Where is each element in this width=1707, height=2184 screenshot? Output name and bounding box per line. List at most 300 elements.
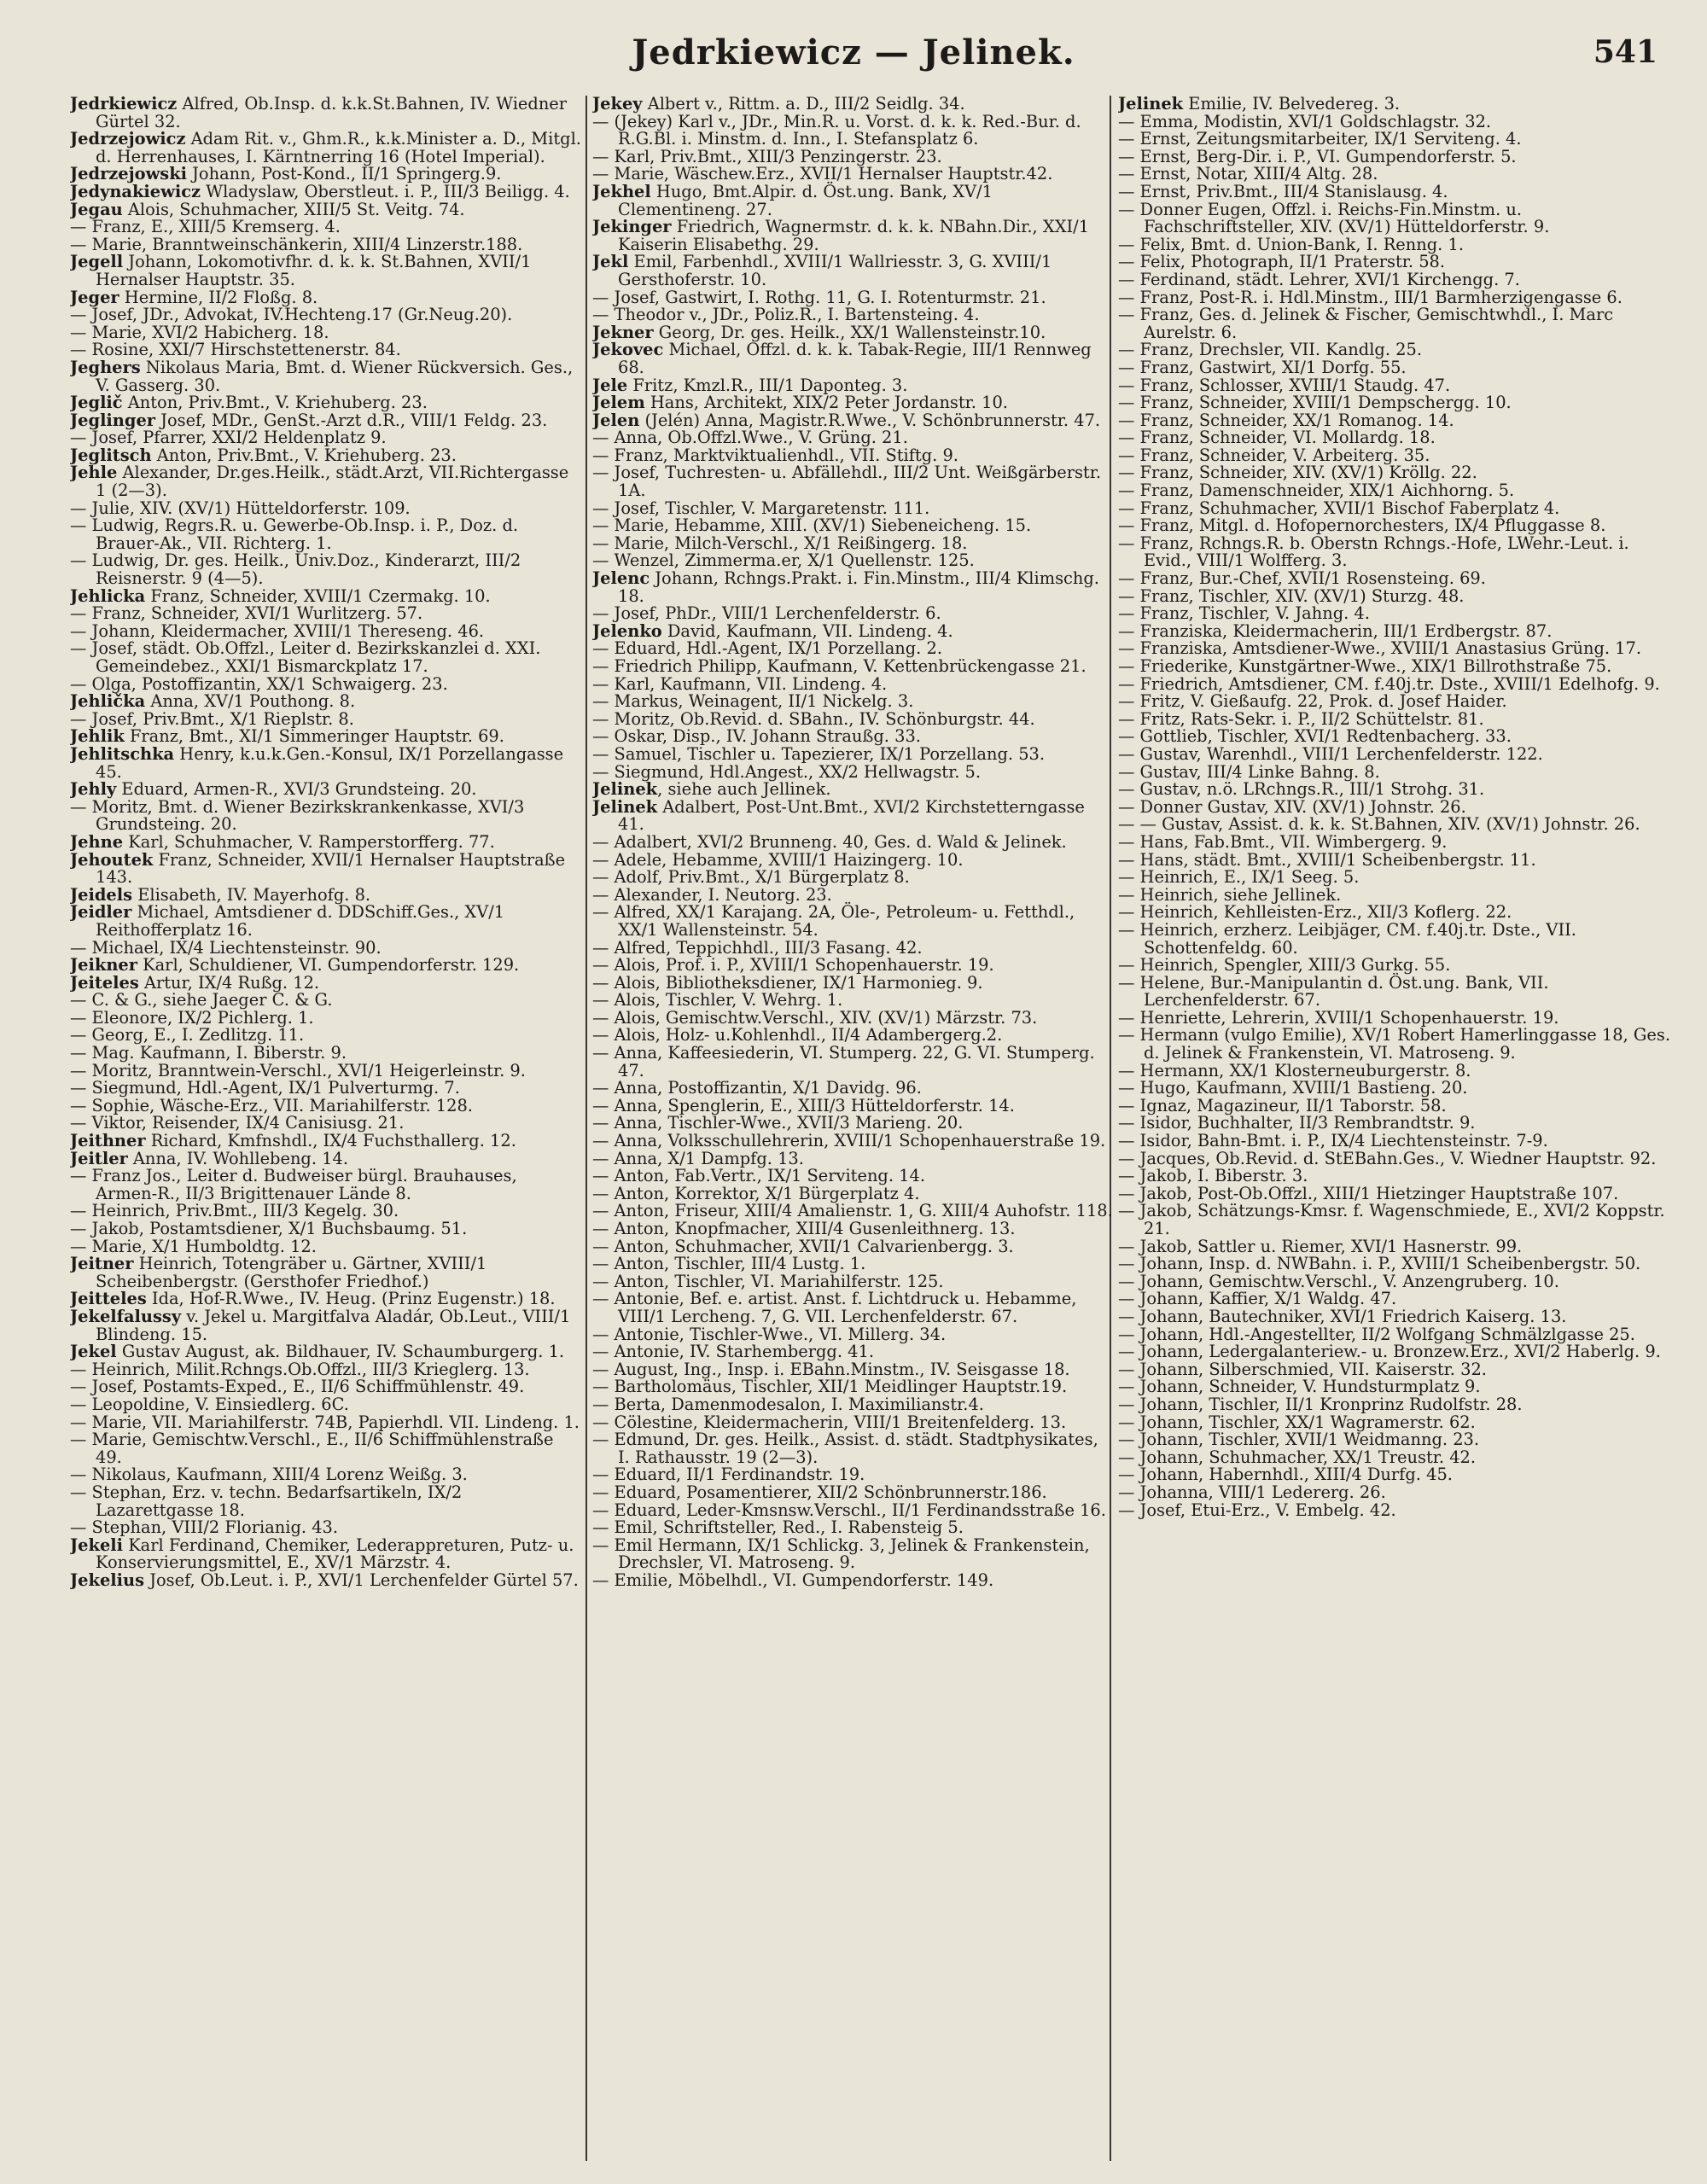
directory-entry xyxy=(592,289,1113,307)
entry-text: — Johann, Kaffier, X/1 Waldg. 47. xyxy=(1118,1289,1397,1309)
entry-text: — Karl, Kaufmann, VII. Lindeng. 4. xyxy=(592,673,888,694)
entry-text: — Ludwig, Dr. ges. Heilk., Univ.Doz., Kinderarzt, III/2 Reisnerstr. 9 (4—5). xyxy=(70,550,521,589)
directory-entry xyxy=(1118,1308,1673,1326)
entry-text: — Johann, Ledergalanteriew.- u. Bronzew.Erz., XVI/2 Haberlg. 9. xyxy=(1118,1342,1661,1362)
entry-text: — Olga, Postoffizantin, XX/1 Schwaigerg. 23. xyxy=(70,673,448,694)
entry-surname: Jekel xyxy=(70,1342,117,1362)
entry-text: — Franz Jos., Leiter d. Budweiser bürgl. Brauhauses, Armen-R., II/3 Brigittenauer Lände 8. xyxy=(70,1166,517,1203)
column-divider xyxy=(586,96,587,2161)
entry-surname: Jedrzejowski xyxy=(70,164,187,184)
entry-text: — Gustav, n.ö. LRchngs.R., III/1 Strohg. 31. xyxy=(1118,779,1485,800)
directory-entry xyxy=(1118,1449,1673,1467)
entry-text: Josef, Ob.Leut. i. P., XVI/1 Lerchenfelder Gürtel 57. xyxy=(144,1570,579,1590)
entry-text: — Ernst, Berg-Dir. i. P., VI. Gumpendorferstr. 5. xyxy=(1118,146,1517,166)
directory-entry xyxy=(1118,869,1673,887)
directory-entry xyxy=(1118,236,1673,254)
entry-text: — Ignaz, Magazineur, II/1 Taborstr. 58. xyxy=(1118,1095,1447,1115)
directory-entry xyxy=(70,1466,582,1484)
directory-entry xyxy=(592,708,1113,729)
entry-surname: Jele xyxy=(592,375,628,395)
directory-entry xyxy=(592,1133,1113,1150)
entry-text: — Alfred, XX/1 Karajang. 2A, Öle-, Petroleum- u. Fetthdl., XX/1 Wallensteinstr. 54. xyxy=(592,902,1075,940)
directory-entry xyxy=(592,96,1113,114)
entry-text: — Ernst, Zeitungsmitarbeiter, IX/1 Serviteng. 4. xyxy=(1118,129,1522,149)
entry-text: — Eduard, Leder-Kmsnsw.Verschl., II/1 Ferdinandsstraße 16. xyxy=(592,1500,1106,1520)
directory-entry xyxy=(1118,131,1673,149)
directory-entry xyxy=(70,904,582,939)
directory-entry xyxy=(70,957,582,975)
directory-entry xyxy=(592,1326,1113,1344)
entry-text: — Alois, Holz- u.Kohlenhdl., II/4 Adambergerg.2. xyxy=(592,1025,1003,1045)
entry-text: Albert v., Rittm. a. D., III/2 Seidlg. 34. xyxy=(642,96,965,114)
entry-text: Nikolaus Maria, Bmt. d. Wiener Rückversich. Ges., V. Gasserg. 30. xyxy=(96,357,574,395)
entry-surname: Jedynakiewicz xyxy=(70,181,201,201)
directory-entry xyxy=(1118,359,1673,377)
entry-surname: Jelinek xyxy=(592,796,658,817)
directory-entry xyxy=(592,620,1113,641)
entry-text: — Anton, Friseur, XIII/4 Amalienstr. 1, G. XIII/4 Auhofstr. 118. xyxy=(592,1201,1113,1221)
directory-entry xyxy=(70,972,582,993)
directory-entry xyxy=(1118,482,1673,500)
directory-entry xyxy=(70,1220,582,1238)
directory-entry xyxy=(1118,306,1673,341)
directory-entry xyxy=(592,500,1113,518)
entry-surname: Jeglitsch xyxy=(70,445,152,465)
entry-text: — Hermann, XX/1 Klosterneuburgerstr. 8. xyxy=(1118,1060,1471,1080)
entry-text: — Friedrich Philipp, Kaufmann, V. Kettenbrückengasse 21. xyxy=(592,656,1087,676)
entry-text: — Oskar, Disp., IV. Johann Straußg. 33. xyxy=(592,726,921,747)
entry-surname: Jelinek xyxy=(1118,96,1184,114)
entry-text: Johann, Rchngs.Prakt. i. Fin.Minstm., III/4 Klimschg. 18. xyxy=(618,568,1099,606)
entry-text: — Josef, JDr., Advokat, IV.Hechteng.17 (Gr.Neug.20). xyxy=(70,305,513,325)
entry-text: — Franz, Schneider, VI. Mollardg. 18. xyxy=(1118,428,1436,448)
entry-surname: Jekner xyxy=(592,322,654,342)
directory-entry xyxy=(70,1519,582,1537)
directory-entry xyxy=(70,1150,582,1168)
column-1 xyxy=(70,96,582,2169)
directory-entry xyxy=(592,640,1113,658)
directory-entry xyxy=(1118,796,1673,817)
directory-entry xyxy=(1118,904,1673,922)
directory-entry xyxy=(1118,535,1673,570)
entry-text: Josef, MDr., GenSt.-Arzt d.R., VIII/1 Feldg. 23. xyxy=(155,410,548,430)
directory-entry xyxy=(592,535,1113,553)
entry-surname: Jegell xyxy=(70,252,124,272)
directory-entry xyxy=(592,992,1113,1010)
directory-entry xyxy=(70,1007,582,1028)
entry-text: — Karl, Priv.Bmt., XIII/3 Penzingerstr. 23. xyxy=(592,146,942,166)
directory-entry xyxy=(70,1045,582,1063)
directory-entry xyxy=(70,394,582,412)
entry-text: — Josef, städt. Ob.Offzl., Leiter d. Bezirkskanzlei d. XXI. Gemeindebez., XXI/1 Bismarckplatz 17. xyxy=(70,638,541,676)
entry-text: — Gottlieb, Tischler, XVI/1 Redtenbacherg. 33. xyxy=(1118,726,1512,747)
directory-entry xyxy=(1118,658,1673,676)
entry-text: — Josef, Priv.Bmt., X/1 Rieplstr. 8. xyxy=(70,708,354,729)
directory-entry xyxy=(592,1168,1113,1185)
directory-entry xyxy=(592,394,1113,412)
entry-text: — Cölestine, Kleidermacherin, VIII/1 Breitenfelderg. 13. xyxy=(592,1412,1067,1432)
entry-text: — Hugo, Kaufmann, XVIII/1 Bastieng. 20. xyxy=(1118,1078,1468,1098)
entry-surname: Jeiteles xyxy=(70,972,139,993)
entry-surname: Jehlicka xyxy=(70,585,146,606)
directory-entry xyxy=(1118,1396,1673,1414)
entry-text: — Franz, Damenschneider, XIX/1 Aichhorng. 5. xyxy=(1118,480,1515,501)
entry-surname: Jekl xyxy=(592,252,629,272)
directory-entry xyxy=(592,1220,1113,1238)
entry-text: Anton, Priv.Bmt., V. Kriehuberg. 23. xyxy=(151,445,457,465)
entry-surname: Jehly xyxy=(70,779,117,800)
entry-text: Michael, Amtsdiener d. DDSchiff.Ges., XV/1 Reithofferplatz 16. xyxy=(96,902,505,940)
entry-text: Elisabeth, IV. Mayerhofg. 8. xyxy=(132,884,371,905)
directory-entry xyxy=(592,341,1113,376)
entry-text: — Franz, Rchngs.R. b. Oberstn Rchngs.-Hofe, LWehr.-Leut. i. Evid., VIII/1 Wolfferg. 3. xyxy=(1118,533,1629,571)
directory-entry xyxy=(1118,1168,1673,1185)
entry-text: — Mag. Kaufmann, I. Biberstr. 9. xyxy=(70,1043,347,1063)
directory-entry xyxy=(70,693,582,711)
directory-entry xyxy=(1118,1185,1673,1203)
entry-text: — Heinrich, Priv.Bmt., III/3 Kegelg. 30. xyxy=(70,1201,399,1221)
directory-entry xyxy=(592,658,1113,676)
entry-text: — Franz, Drechsler, VII. Kandlg. 25. xyxy=(1118,340,1422,360)
entry-surname: Jekelfalussy xyxy=(70,1306,182,1326)
directory-entry xyxy=(70,781,582,799)
entry-surname: Jekhel xyxy=(592,181,651,201)
entry-text: Karl, Schuldiener, VI. Gumpendorferstr. 129. xyxy=(137,955,520,976)
entry-text: — Isidor, Bahn-Bmt. i. P., IX/4 Liechtensteinstr. 7-9. xyxy=(1118,1131,1548,1151)
entry-surname: Jehle xyxy=(70,463,118,483)
directory-entry xyxy=(70,1308,582,1343)
directory-entry xyxy=(70,166,582,183)
directory-entry xyxy=(1118,816,1673,834)
entry-text: — Emilie, Möbelhdl., VI. Gumpendorferstr. 149. xyxy=(592,1570,994,1590)
entry-text: — C. & G., siehe Jaeger C. & G. xyxy=(70,990,333,1010)
directory-entry xyxy=(70,1343,582,1361)
entry-text: — Fritz, V. Gießaufg. 22, Prok. d. Josef Haider. xyxy=(1118,691,1507,712)
entry-text: — Josef, Etui-Erz., V. Embelg. 42. xyxy=(1118,1500,1396,1520)
directory-entry xyxy=(1118,1095,1673,1115)
entry-text: — Adalbert, XVI/2 Brunneng. 40, Ges. d. Wald & Jelinek. xyxy=(592,831,1067,852)
entry-text: — Gustav, III/4 Linke Bahng. 8. xyxy=(1118,761,1380,782)
directory-entry xyxy=(592,1007,1113,1028)
entry-text: — Sophie, Wäsche-Erz., VII. Mariahilferstr. 128. xyxy=(70,1095,473,1115)
directory-entry xyxy=(70,552,582,587)
directory-entry xyxy=(70,324,582,342)
directory-entry xyxy=(70,464,582,499)
directory-entry xyxy=(592,1537,1113,1572)
directory-entry xyxy=(592,1519,1113,1537)
entry-text: — Franz, Schneider, XVI/1 Wurlitzerg. 57. xyxy=(70,603,423,624)
entry-surname: Jedrkiewicz xyxy=(70,96,178,114)
directory-entry xyxy=(592,1095,1113,1115)
entry-surname: Jeithner xyxy=(70,1131,146,1151)
directory-entry xyxy=(1118,377,1673,395)
entry-text: Franz, Schneider, XVII/1 Hernalser Hauptstraße 143. xyxy=(96,849,566,888)
entry-text: — Adolf, Priv.Bmt., X/1 Bürgerplatz 8. xyxy=(592,867,910,888)
entry-text: — Franz, Ges. d. Jelinek & Fischer, Gemischtwhdl., I. Marc Aurelstr. 6. xyxy=(1118,305,1614,342)
directory-entry xyxy=(592,1414,1113,1432)
entry-text: — Franz, Gastwirt, XI/1 Dorfg. 55. xyxy=(1118,357,1407,377)
entry-text: — Ernst, Priv.Bmt., III/4 Stanislausg. 4. xyxy=(1118,181,1448,201)
entry-text: — Josef, Tuchresten- u. Abfällehdl., III/2 Unt. Weißgärberstr. 1A. xyxy=(592,463,1102,501)
entry-text: — Anton, Fab.Vertr., IX/1 Serviteng. 14. xyxy=(592,1166,926,1186)
entry-surname: Jekelius xyxy=(70,1570,145,1590)
directory-entry xyxy=(70,796,582,835)
entry-text: — Josef, Pfarrer, XXI/2 Heldenplatz 9. xyxy=(70,428,387,448)
directory-entry xyxy=(592,218,1113,253)
directory-entry xyxy=(70,937,582,958)
directory-entry xyxy=(70,1572,582,1590)
directory-entry xyxy=(70,605,582,623)
entry-surname: Jehlitschka xyxy=(70,743,175,764)
directory-entry xyxy=(1118,1378,1673,1396)
directory-entry xyxy=(592,1255,1113,1273)
directory-entry xyxy=(70,673,582,694)
entry-surname: Jelen xyxy=(592,410,640,430)
directory-entry xyxy=(592,447,1113,465)
directory-entry xyxy=(1118,673,1673,694)
directory-entry xyxy=(70,306,582,324)
directory-entry xyxy=(70,1378,582,1396)
entry-text: — Marie, Hebamme, XIII. (XV/1) Siebeneicheng. 15. xyxy=(592,515,1032,536)
directory-entry xyxy=(1118,1203,1673,1238)
entry-text: Artur, IX/4 Rußg. 12. xyxy=(138,972,320,993)
entry-text: — Jakob, Post-Ob.Offzl., XIII/1 Hietzinger Hauptstraße 107. xyxy=(1118,1183,1619,1203)
entry-text: — Jakob, I. Biberstr. 3. xyxy=(1118,1166,1308,1186)
entry-text: — Donner Eugen, Offzl. i. Reichs-Fin.Minstm. u. Fachschriftsteller, XIV. (XV/1) Hütteldorferstr. 9. xyxy=(1118,199,1550,237)
entry-text: Ida, Hof-R.Wwe., IV. Heug. (Prinz Eugenstr.) 18. xyxy=(146,1289,556,1309)
entry-text: — Moritz, Branntwein-Verschl., XVI/1 Heigerleinstr. 9. xyxy=(70,1060,526,1080)
entry-text: — Franz, Mitgl. d. Hofopernorchesters, IX/4 Pfluggasse 8. xyxy=(1118,515,1606,536)
entry-text: — Anton, Knopfmacher, XIII/4 Gusenleithnerg. 13. xyxy=(592,1219,1016,1238)
entry-text: — Henriette, Lehrerin, XVIII/1 Schopenhauerstr. 19. xyxy=(1118,1007,1559,1028)
entry-text: — Heinrich, erzherz. Leibjäger, CM. f.40j.tr. Dste., VII. Schottenfeldg. 60. xyxy=(1118,919,1576,958)
entry-text: — Josef, PhDr., VIII/1 Lerchenfelderstr. 6. xyxy=(592,603,941,624)
entry-text: — Johann, Schneider, V. Hundsturmplatz 9. xyxy=(1118,1377,1481,1397)
directory-entry xyxy=(592,849,1113,870)
directory-entry xyxy=(1118,111,1673,131)
entry-surname: Jekovec xyxy=(592,340,664,360)
directory-entry xyxy=(592,1502,1113,1520)
entry-text: — Georg, E., I. Zedlitzg. 11. xyxy=(70,1025,305,1045)
entry-text: — Josef, Tischler, V. Margaretenstr. 111. xyxy=(592,498,930,518)
directory-entry xyxy=(70,341,582,359)
entry-text: — Jakob, Schätzungs-Kmsr. f. Wagenschmiede, E., XVI/2 Koppstr. 21. xyxy=(1118,1201,1665,1238)
entry-text: — Jakob, Sattler u. Riemer, XVI/1 Hasnerstr. 99. xyxy=(1118,1236,1523,1256)
directory-entry xyxy=(592,429,1113,447)
entry-text: — Marie, VII. Mariahilferstr. 74B, Papierhdl. VII. Lindeng. 1. xyxy=(70,1412,580,1432)
entry-text: Gustav August, ak. Bildhauer, IV. Schaumburgerg. 1. xyxy=(116,1342,565,1362)
directory-entry xyxy=(592,253,1113,288)
directory-entry xyxy=(1118,1484,1673,1502)
entry-text: — Jacques, Ob.Revid. d. StEBahn.Ges., V. Wiedner Hauptstr. 92. xyxy=(1118,1148,1657,1168)
directory-entry xyxy=(70,1133,582,1150)
directory-entry xyxy=(1118,1431,1673,1449)
entry-text: — Markus, Weinagent, II/1 Nickelg. 3. xyxy=(592,691,914,712)
entry-text: Adalbert, Post-Unt.Bmt., XVI/2 Kirchstetterngasse 41. xyxy=(618,796,1085,835)
entry-text: — Johann, Hdl.-Angestellter, II/2 Wolfgang Schmälzlgasse 25. xyxy=(1118,1324,1635,1344)
entry-text: — Anton, Tischler, VI. Mariahilferstr. 125. xyxy=(592,1271,944,1291)
directory-entry xyxy=(1118,289,1673,307)
entry-text: — (Jekey) Karl v., JDr., Min.R. u. Vorst. d. k. k. Red.-Bur. d. R.G.Bl. i. Minstm. d. Inn., I. Stefansplatz 6. xyxy=(592,111,1081,149)
entry-surname: Jelenko xyxy=(592,620,662,641)
page-header xyxy=(0,32,1707,75)
directory-entry xyxy=(70,1080,582,1098)
directory-entry xyxy=(70,849,582,888)
entry-text: — Marie, Wäschew.Erz., XVII/1 Hernalser Hauptstr.42. xyxy=(592,164,1053,184)
directory-entry xyxy=(592,1361,1113,1379)
directory-entry xyxy=(1118,640,1673,658)
entry-text: — Emil, Schriftsteller, Red., I. Rabensteig 5. xyxy=(592,1517,964,1538)
directory-entry xyxy=(70,201,582,219)
directory-entry xyxy=(70,1255,582,1290)
entry-text: — Johann, Habernhdl., XIII/4 Durfg. 45. xyxy=(1118,1465,1453,1485)
directory-entry xyxy=(592,306,1113,324)
directory-entry xyxy=(1118,201,1673,236)
directory-entry xyxy=(70,640,582,675)
entry-text: — Hermann (vulgo Emilie), XV/1 Robert Hamerlinggasse 18, Ges. d. Jelinek & Frankenstein, VI. Matroseng. 9. xyxy=(1118,1025,1671,1063)
directory-entry xyxy=(592,673,1113,694)
directory-entry xyxy=(1118,1027,1673,1062)
entry-text: Franz, Schneider, XVIII/1 Czermakg. 10. xyxy=(145,585,491,606)
directory-entry xyxy=(70,500,582,518)
entry-text: — Johann, Silberschmied, VII. Kaiserstr. 32. xyxy=(1118,1359,1487,1379)
directory-entry xyxy=(70,131,582,166)
directory-entry xyxy=(1118,429,1673,447)
entry-surname: Jeitler xyxy=(70,1148,128,1168)
directory-entry xyxy=(70,1060,582,1080)
directory-entry xyxy=(70,1027,582,1045)
directory-entry xyxy=(592,1343,1113,1361)
entry-text: — Eleonore, IX/2 Pichlerg. 1. xyxy=(70,1007,314,1028)
directory-entry xyxy=(1118,1080,1673,1098)
directory-entry xyxy=(1118,1060,1673,1080)
directory-entry xyxy=(70,236,582,254)
entry-text: — Edmund, Dr. ges. Heilk., Assist. d. städt. Stadtphysikates, I. Rathausstr. 19 (2—3). xyxy=(592,1430,1098,1467)
entry-text: — Siegmund, Hdl.-Agent, IX/1 Pulverturmg. 7. xyxy=(70,1078,460,1098)
entry-text: — Anna, Ob.Offzl.Wwe., V. Grüng. 21. xyxy=(592,428,908,448)
directory-entry xyxy=(592,111,1113,149)
entry-text: — Isidor, Buchhalter, II/3 Rembrandtstr. 9. xyxy=(1118,1113,1476,1133)
directory-entry xyxy=(1118,1343,1673,1361)
entry-text: — Hans, Fab.Bmt., VII. Wimbergerg. 9. xyxy=(1118,831,1448,852)
entry-text: — Felix, Photograph, II/1 Praterstr. 58. xyxy=(1118,252,1446,272)
entry-text: — Johann, Kleidermacher, XVIII/1 Thereseng. 46. xyxy=(70,620,485,641)
directory-entry xyxy=(1118,1255,1673,1273)
directory-entry xyxy=(70,359,582,394)
directory-entry xyxy=(70,884,582,905)
entry-text: — Josef, Gastwirt, I. Rothg. 11, G. I. Rotenturmstr. 21. xyxy=(592,287,1046,307)
entry-text: — Marie, Milch-Verschl., X/1 Reißingerg. 18. xyxy=(592,533,968,553)
entry-text: — Felix, Bmt. d. Union-Bank, I. Renng. 1. xyxy=(1118,234,1464,254)
entry-surname: Jeidels xyxy=(70,884,133,905)
directory-entry xyxy=(592,761,1113,782)
directory-entry xyxy=(592,728,1113,746)
entry-surname: Jehoutek xyxy=(70,849,154,870)
entry-text: — Heinrich, Kehlleisten-Erz., XII/3 Koflerg. 22. xyxy=(1118,902,1512,923)
entry-text: — Franz, Schneider, V. Arbeiterg. 35. xyxy=(1118,445,1430,465)
directory-entry xyxy=(1118,585,1673,606)
directory-entry xyxy=(1118,96,1673,114)
entry-text: Anna, IV. Wohllebeng. 14. xyxy=(127,1148,349,1168)
entry-text: — Heinrich, Spengler, XIII/3 Gurkg. 55. xyxy=(1118,955,1451,976)
entry-text: Alexander, Dr.ges.Heilk., städt.Arzt, VII.Richtergasse 1 (2—3). xyxy=(96,463,569,501)
directory-entry xyxy=(70,1396,582,1414)
directory-entry xyxy=(70,1095,582,1115)
entry-text: — Donner Gustav, XIV. (XV/1) Johnstr. 26. xyxy=(1118,796,1466,817)
entry-text: — Heinrich, Milit.Rchngs.Ob.Offzl., III/3 Krieglerg. 13. xyxy=(70,1359,530,1379)
directory-entry xyxy=(1118,972,1673,1010)
directory-entry xyxy=(70,620,582,641)
entry-text: — Nikolaus, Kaufmann, XIII/4 Lorenz Weißg. 3. xyxy=(70,1465,468,1485)
entry-text: — Siegmund, Hdl.Angest., XX/2 Hellwagstr. 5. xyxy=(592,761,982,782)
entry-text: — Antonie, IV. Starhembergg. 41. xyxy=(592,1342,875,1362)
directory-entry xyxy=(1118,1150,1673,1168)
directory-entry xyxy=(592,1378,1113,1396)
entry-text: Alois, Schuhmacher, XIII/5 St. Veitg. 74. xyxy=(122,199,465,219)
entry-text: — — Gustav, Assist. d. k. k. St.Bahnen, XIV. (XV/1) Johnstr. 26. xyxy=(1118,814,1640,835)
directory-entry xyxy=(70,447,582,465)
directory-entry xyxy=(1118,271,1673,289)
entry-text: — Franziska, Kleidermacherin, III/1 Erdbergstr. 87. xyxy=(1118,620,1553,641)
entry-text: — Moritz, Ob.Revid. d. SBahn., IV. Schönburgstr. 44. xyxy=(592,708,1035,729)
directory-entry xyxy=(70,1537,582,1572)
entry-text: — Marie, Gemischtw.Verschl., E., II/6 Schiffmühlenstraße 49. xyxy=(70,1430,554,1467)
directory-entry xyxy=(1118,253,1673,271)
directory-entry xyxy=(1118,1115,1673,1133)
directory-entry xyxy=(70,1168,582,1203)
directory-entry xyxy=(1118,1414,1673,1432)
directory-entry xyxy=(70,1203,582,1220)
entry-surname: Jeglinger xyxy=(70,410,156,430)
directory-entry xyxy=(592,552,1113,570)
entry-text: Johann, Post-Kond., II/1 Springerg.9. xyxy=(187,164,502,184)
directory-entry xyxy=(1118,517,1673,535)
directory-entry xyxy=(1118,1502,1673,1520)
entry-text: — Anna, Spenglerin, E., XIII/3 Hütteldorferstr. 14. xyxy=(592,1095,1015,1115)
directory-entry xyxy=(70,289,582,307)
entry-text: — Josef, Postamts-Exped., E., II/6 Schiffmühlenstr. 49. xyxy=(70,1377,525,1397)
column-2 xyxy=(592,96,1113,2169)
directory-entry xyxy=(592,1203,1113,1220)
directory-entry xyxy=(1118,957,1673,975)
directory-entry xyxy=(1118,1133,1673,1150)
entry-text: — Franz, E., XIII/5 Kremserg. 4. xyxy=(70,217,341,237)
directory-entry xyxy=(1118,884,1673,905)
entry-text: Fritz, Kmzl.R., III/1 Daponteg. 3. xyxy=(627,375,908,395)
entry-text: Alfred, Ob.Insp. d. k.k.St.Bahnen, IV. Wiedner Gürtel 32. xyxy=(96,96,568,131)
entry-surname: Jeger xyxy=(70,287,119,307)
directory-entry xyxy=(1118,500,1673,518)
entry-text: — Anna, Postoffizantin, X/1 Davidg. 96. xyxy=(592,1078,922,1098)
directory-entry xyxy=(70,1484,582,1519)
directory-entry xyxy=(70,992,582,1010)
entry-text: — Viktor, Reisender, IX/4 Canisiusg. 21. xyxy=(70,1113,405,1133)
directory-entry xyxy=(1118,1326,1673,1344)
entry-text: — Berta, Damenmodesalon, I. Maximilianstr.4. xyxy=(592,1394,984,1414)
entry-text: v. Jekel u. Margitfalva Aladár, Ob.Leut., VIII/1 Blindeng. 15. xyxy=(96,1306,571,1344)
entry-text: Georg, Dr. ges. Heilk., XX/1 Wallensteinstr.10. xyxy=(653,322,1046,342)
entry-text: — Ludwig, Regrs.R. u. Gewerbe-Ob.Insp. i. P., Doz. d. Brauer-Ak., VII. Richterg. 1. xyxy=(70,515,519,553)
directory-entry xyxy=(70,1290,582,1308)
entry-text: — Johanna, VIII/1 Ledererg. 26. xyxy=(1118,1482,1386,1502)
entry-text: (Jelén) Anna, Magistr.R.Wwe., V. Schönbrunnerstr. 47. xyxy=(639,410,1101,430)
entry-text: — Gustav, Warenhdl., VIII/1 Lerchenfelderstr. 122. xyxy=(1118,743,1543,764)
directory-entry xyxy=(1118,1273,1673,1291)
directory-entry xyxy=(70,517,582,552)
directory-entry xyxy=(592,570,1113,605)
directory-entry xyxy=(592,324,1113,342)
directory-entry xyxy=(70,1361,582,1379)
